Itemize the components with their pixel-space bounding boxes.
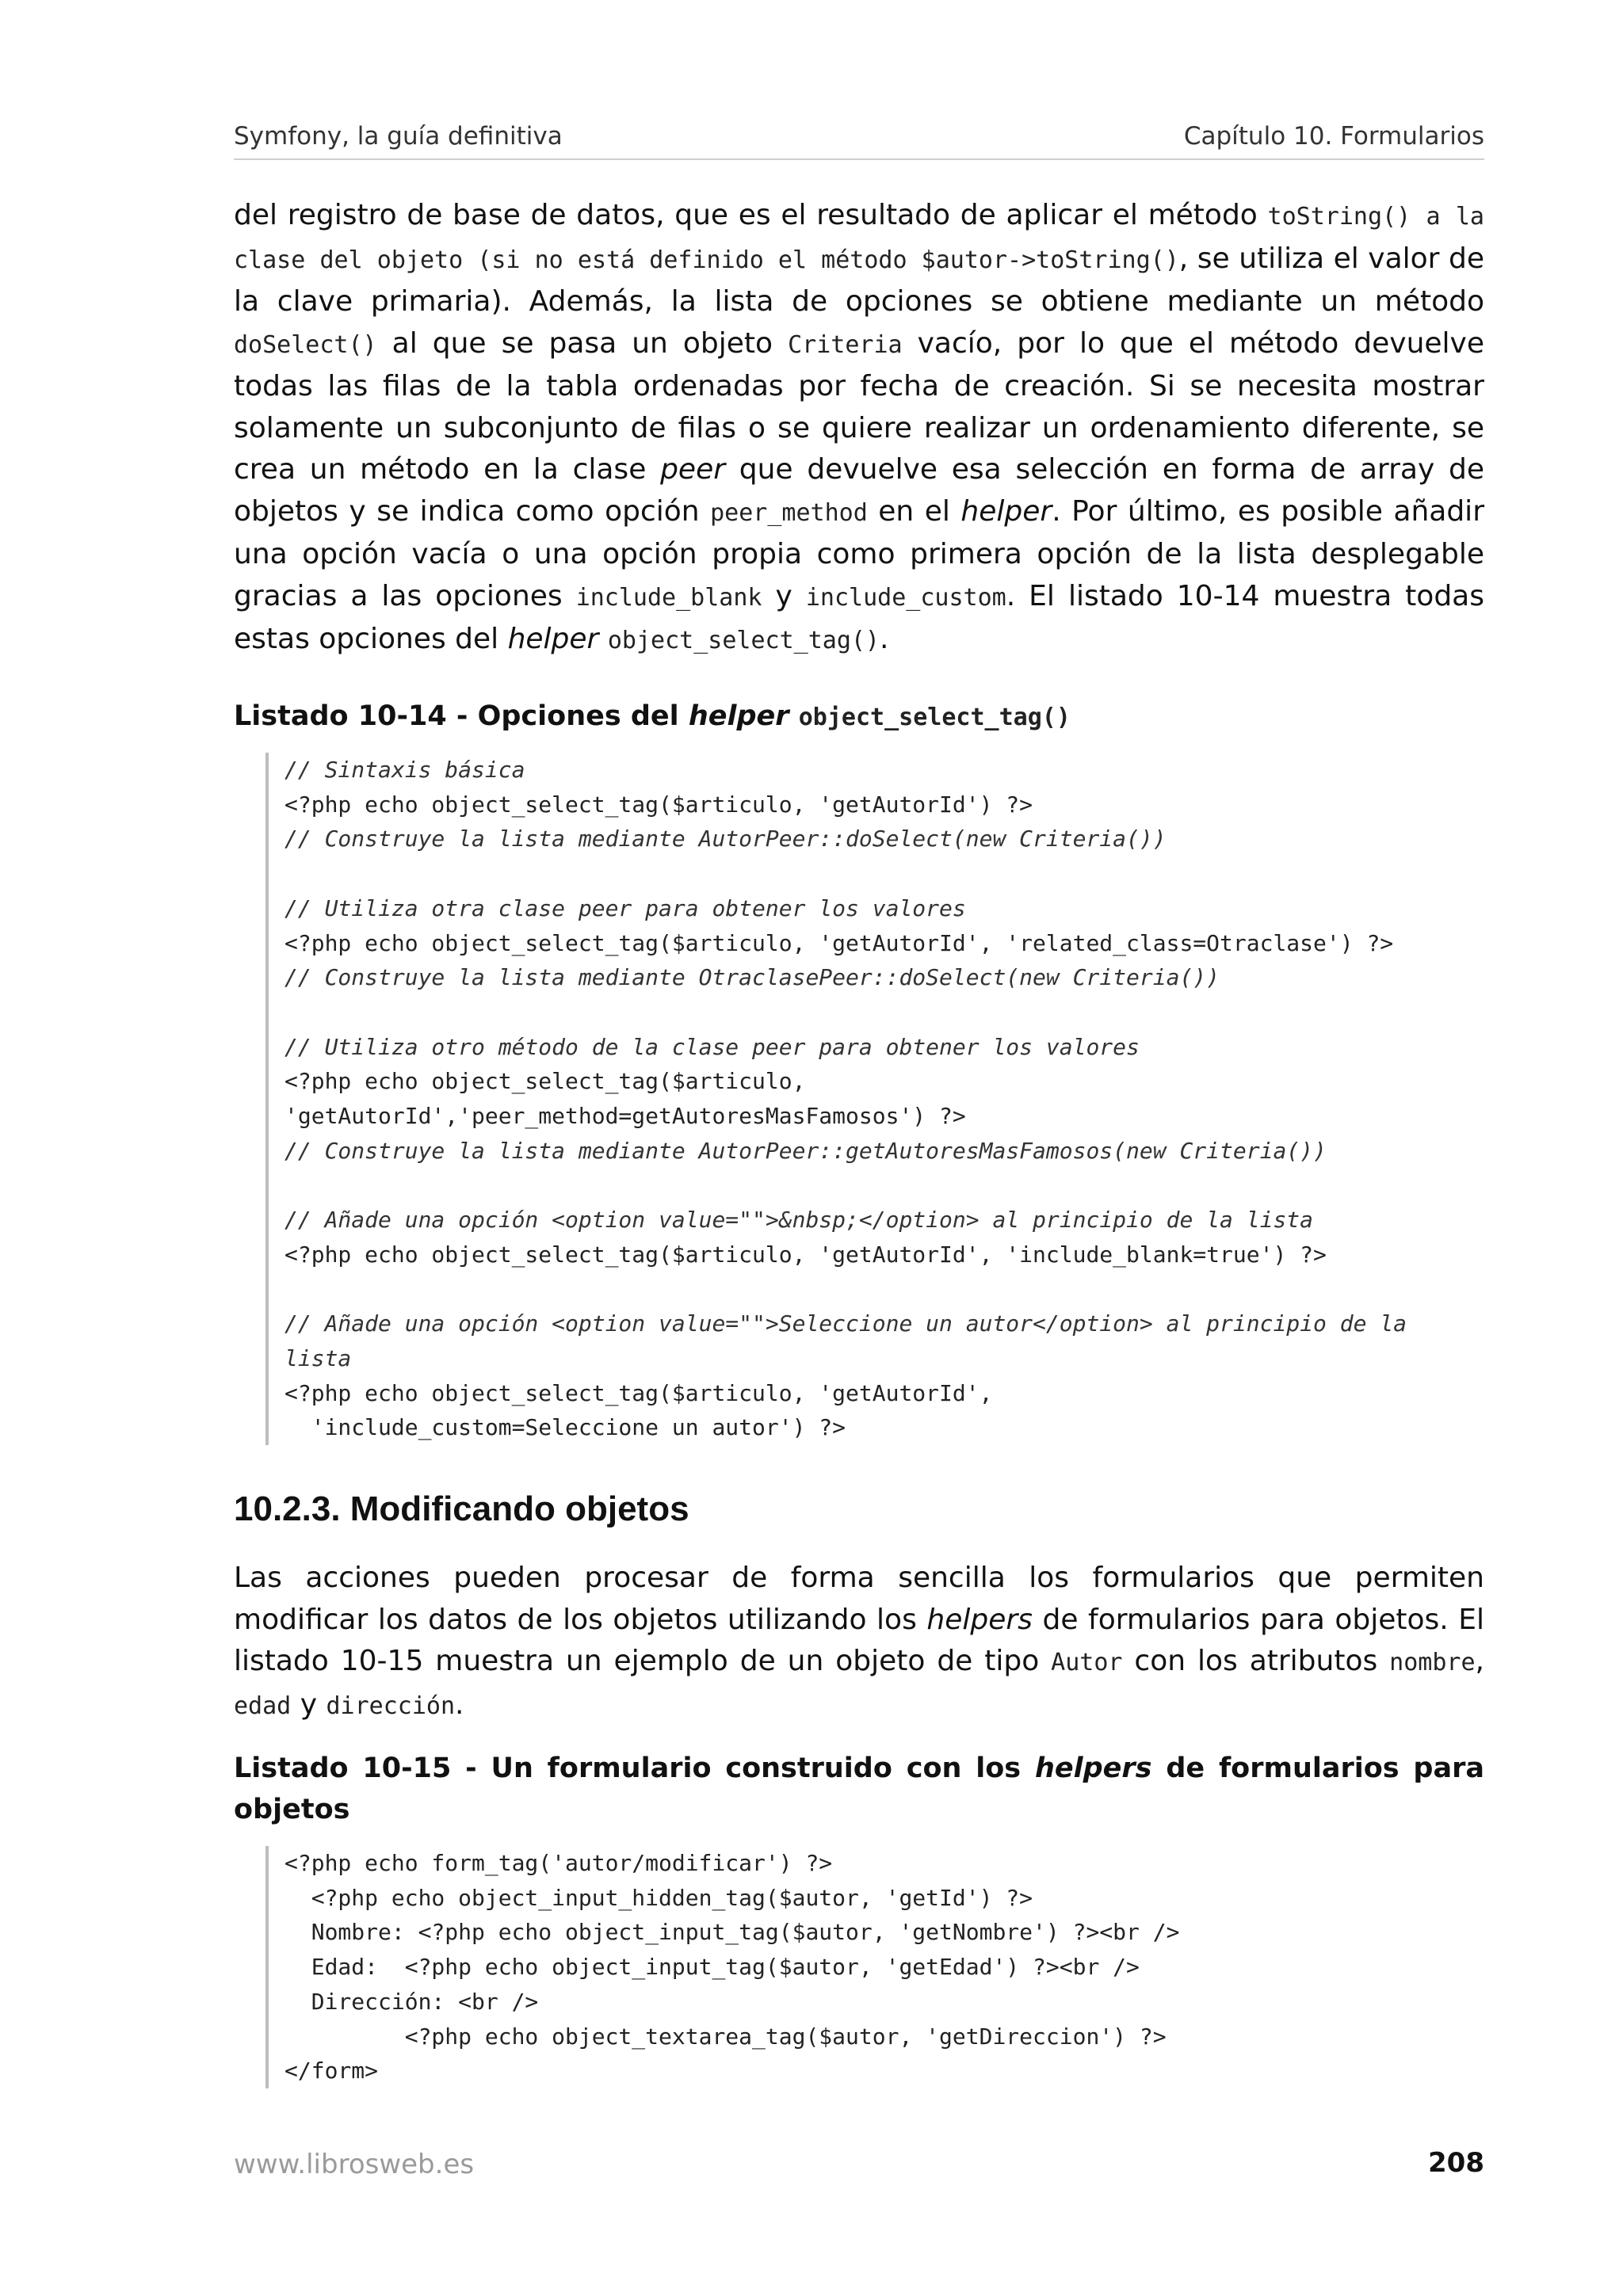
code-line: <?php echo object_textarea_tag($autor, 'getDireccion') ?>	[285, 2023, 1167, 2050]
listing-10-14-title: Listado 10-14 - Opciones del helper object_select_tag()	[234, 700, 1071, 732]
book-title: Symfony, la guía definitiva	[234, 122, 563, 151]
code-line: // Construye la lista mediante AutorPeer::getAutoresMasFamosos(new Criteria())	[285, 1137, 1327, 1164]
intro-paragraph: del registro de base de datos, que es el resultado de aplicar el método toString() a la clase del objeto (si no está definido el método $autor->toString(), se utiliza el valor de la clave primaria). Además, la lista de opciones se obtiene mediante un método doSelect() al que se pasa un objeto Criteria vacío, por lo que el método devuelve todas las filas de la tabla ordenadas por fecha de creación. Si se necesita mostrar solamente un subconjunto de filas o se quiere realizar un ordenamiento diferente, se crea un método en la clase peer que devuelve esa selección en forma de array de objetos y se indica como opción peer_method en el helper. Por último, es posible añadir una opción vacía o una opción propia como primera opción de la lista desplegable gracias a las opciones include_blank y include_custom. El listado 10-14 muestra todas estas opciones del helper object_select_tag().	[234, 199, 1485, 655]
code-line: // Construye la lista mediante OtraclasePeer::doSelect(new Criteria())	[285, 964, 1220, 991]
code-line: <?php echo object_select_tag($articulo, 'getAutorId',	[285, 1379, 993, 1406]
footer-site[interactable]: www.librosweb.es	[234, 2149, 475, 2180]
chapter-title: Capítulo 10. Formularios	[1183, 122, 1484, 151]
code-listing-10-14	[265, 753, 1407, 1445]
code-line: <?php echo object_input_hidden_tag($autor, 'getId') ?>	[285, 1884, 1033, 1911]
code-line: Nombre: <?php echo object_input_tag($autor, 'getNombre') ?><br />	[285, 1919, 1180, 1946]
running-header	[234, 119, 1484, 160]
code-line: Dirección: <br />	[285, 1988, 539, 2015]
code-line: Edad: <?php echo object_input_tag($autor, 'getEdad') ?><br />	[285, 1954, 1140, 1981]
section-paragraph: Las acciones pueden procesar de forma sencilla los formularios que permiten modificar los datos de los objetos utilizando los helpers de formularios para objetos. El listado 10-15 muestra un ejemplo de un objeto de tipo Autor con los atributos nombre, edad y dirección.	[234, 1562, 1484, 1721]
code-line: // Utiliza otra clase peer para obtener los valores	[285, 894, 966, 921]
section-heading: 10.2.3. Modificando objetos	[234, 1489, 689, 1528]
listing-10-15-title: Listado 10-15 - Un formulario construido con los helpers de formularios para objetos	[234, 1753, 1484, 1825]
code-line: <?php echo object_select_tag($articulo, 'getAutorId') ?>	[285, 791, 1033, 818]
code-line: lista	[285, 1344, 352, 1371]
code-listing-10-15	[265, 1846, 1179, 2088]
code-line: // Sintaxis básica	[285, 757, 525, 783]
page-number: 208	[1428, 2147, 1484, 2179]
code-line: 'include_custom=Seleccione un autor') ?>	[285, 1414, 846, 1441]
code-line: // Utiliza otro método de la clase peer para obtener los valores	[285, 1033, 1140, 1060]
code-line: // Construye la lista mediante AutorPeer::doSelect(new Criteria())	[285, 826, 1167, 852]
code-line: <?php echo form_tag('autor/modificar') ?>	[285, 1850, 833, 1876]
code-line: <?php echo object_select_tag($articulo,	[285, 1068, 806, 1095]
code-line: // Añade una opción <option value="">Seleccione un autor</option> al principio de la	[285, 1310, 1407, 1337]
code-line: 'getAutorId','peer_method=getAutoresMasFamosos') ?>	[285, 1103, 966, 1130]
code-line: // Añade una opción <option value="">&nbsp;</option> al principio de la lista	[285, 1207, 1314, 1234]
code-line: <?php echo object_select_tag($articulo, 'getAutorId', 'related_class=Otraclase') ?>	[285, 929, 1394, 956]
code-line: </form>	[285, 2058, 379, 2084]
code-line: <?php echo object_select_tag($articulo, 'getAutorId', 'include_blank=true') ?>	[285, 1241, 1327, 1268]
